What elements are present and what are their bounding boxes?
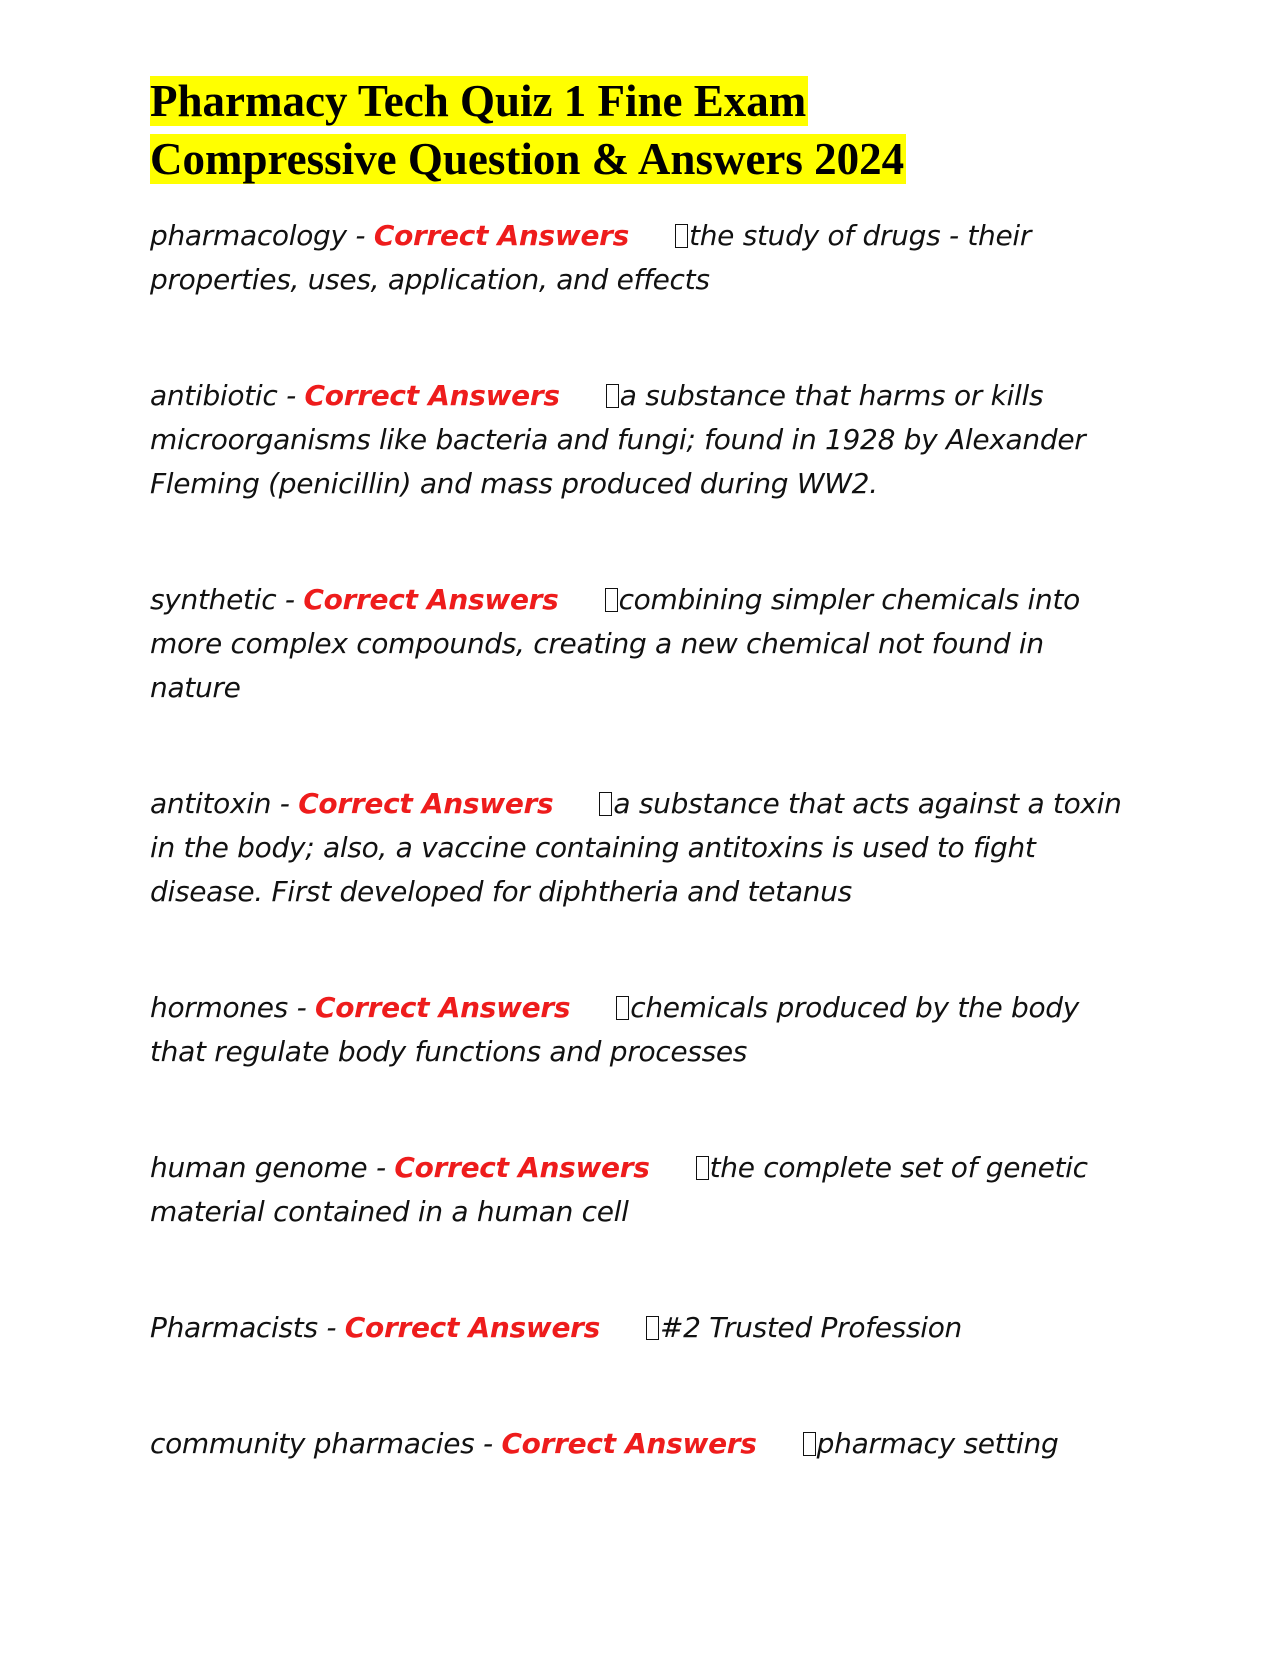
entry-separator: - xyxy=(271,787,299,820)
entry-term: hormones xyxy=(150,991,288,1024)
missing-glyph-box-icon xyxy=(616,996,629,1020)
entry-separator: - xyxy=(317,1311,345,1344)
qa-entry-pharmacology xyxy=(150,214,1130,302)
entry-term: antitoxin xyxy=(150,787,272,820)
entry-separator: - xyxy=(287,991,315,1024)
qa-entry-hormones xyxy=(150,986,1130,1074)
correct-answers-label: Correct Answers xyxy=(304,379,560,412)
qa-entry-community-pharmacies xyxy=(150,1422,1130,1466)
title-line-1: Pharmacy Tech Quiz 1 Fine Exam xyxy=(150,76,807,126)
entry-separator: - xyxy=(346,219,374,252)
entry-term: human genome xyxy=(150,1151,368,1184)
missing-glyph-box-icon xyxy=(646,1316,659,1340)
missing-glyph-box-icon xyxy=(803,1432,816,1456)
entry-definition: chemicals produced by the body that regulate body functions and processes xyxy=(150,991,1080,1068)
entry-term: community pharmacies xyxy=(150,1427,475,1460)
title-line-2: Compressive Question & Answers 2024 xyxy=(150,134,905,184)
entry-definition: a substance that harms or kills microorganisms like bacteria and fungi; found in 1928 by Alexander Fleming (penicillin) and mass produced during WW2. xyxy=(150,379,1086,500)
entry-separator: - xyxy=(277,379,305,412)
qa-entry-pharmacists xyxy=(150,1306,1130,1350)
entry-term: synthetic xyxy=(150,583,277,616)
correct-answers-label: Correct Answers xyxy=(373,219,630,252)
entry-definition: #2 Trusted Profession xyxy=(660,1311,962,1344)
entry-definition: pharmacy setting xyxy=(816,1427,1059,1460)
qa-entry-synthetic xyxy=(150,578,1130,710)
qa-list xyxy=(150,214,1130,1466)
entry-term: antibiotic xyxy=(150,379,278,412)
correct-answers-label: Correct Answers xyxy=(501,1427,757,1460)
correct-answers-label: Correct Answers xyxy=(344,1311,601,1344)
correct-answers-label: Correct Answers xyxy=(314,991,571,1024)
entry-separator: - xyxy=(367,1151,395,1184)
entry-definition: a substance that acts against a toxin in the body; also, a vaccine containing antitoxins is used to fight disease. First developed for diphtheria and tetanus xyxy=(150,787,1122,908)
qa-entry-human-genome xyxy=(150,1146,1130,1234)
document-page xyxy=(150,72,1130,1466)
qa-entry-antibiotic xyxy=(150,374,1130,506)
correct-answers-label: Correct Answers xyxy=(394,1151,650,1184)
entry-separator: - xyxy=(276,583,304,616)
missing-glyph-box-icon xyxy=(599,792,612,816)
qa-entry-antitoxin xyxy=(150,782,1130,914)
entry-term: pharmacology xyxy=(150,219,347,252)
entry-definition: combining simpler chemicals into more complex compounds, creating a new chemical not found in nature xyxy=(150,583,1080,704)
missing-glyph-box-icon xyxy=(696,1156,709,1180)
entry-term: Pharmacists xyxy=(150,1311,318,1344)
missing-glyph-box-icon xyxy=(605,588,618,612)
document-title xyxy=(150,72,1130,188)
correct-answers-label: Correct Answers xyxy=(303,583,559,616)
entry-definition: the study of drugs - their properties, uses, application, and effects xyxy=(150,219,1032,296)
entry-separator: - xyxy=(474,1427,502,1460)
entry-definition: the complete set of genetic material contained in a human cell xyxy=(150,1151,1088,1228)
correct-answers-label: Correct Answers xyxy=(298,787,554,820)
missing-glyph-box-icon xyxy=(675,224,688,248)
missing-glyph-box-icon xyxy=(606,384,619,408)
